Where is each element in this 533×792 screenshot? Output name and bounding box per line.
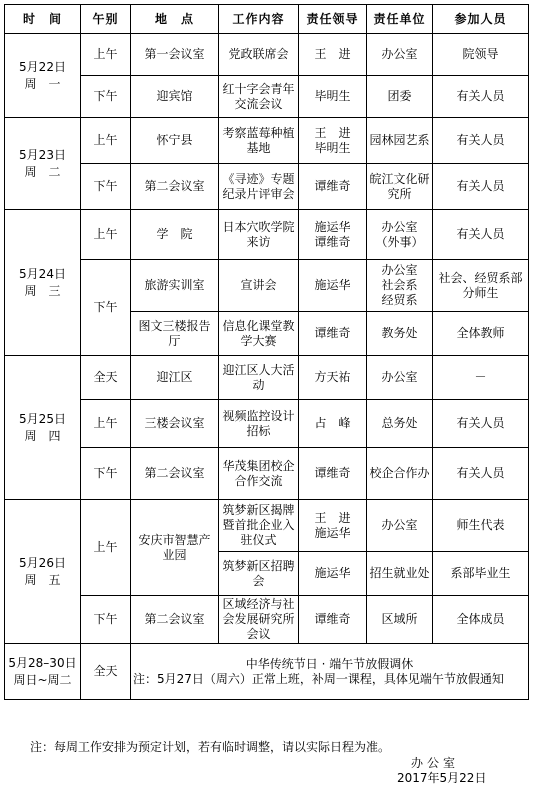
table-row bbox=[5, 596, 529, 644]
content-cell: 筑梦新区揭牌暨首批企业入驻仪式 bbox=[219, 500, 299, 552]
leader-cell: 谭维奇 bbox=[299, 312, 367, 356]
table-row bbox=[5, 164, 529, 210]
leader-cell: 施运华 谭维奇 bbox=[299, 210, 367, 260]
weekday-text: 周 三 bbox=[24, 283, 61, 298]
leader-cell: 方天祐 bbox=[299, 356, 367, 400]
leader-cell: 谭维奇 bbox=[299, 448, 367, 500]
content-cell: 筑梦新区招聘会 bbox=[219, 552, 299, 596]
issue-date: 2017年5月22日 bbox=[397, 771, 487, 785]
table-row bbox=[5, 400, 529, 448]
leader-cell: 占 峰 bbox=[299, 400, 367, 448]
header-row bbox=[5, 5, 529, 34]
table-row bbox=[5, 76, 529, 118]
period-cell: 下午 bbox=[81, 596, 131, 644]
leader-cell: 施运华 bbox=[299, 260, 367, 312]
date-text: 5月24日 bbox=[19, 266, 66, 281]
weekday-text: 周 二 bbox=[24, 164, 61, 179]
issuing-office: 办公室 bbox=[411, 756, 460, 770]
header-unit: 责任单位 bbox=[367, 5, 433, 34]
place-cell: 第二会议室 bbox=[131, 164, 219, 210]
period-cell: 下午 bbox=[81, 260, 131, 356]
period-cell: 上午 bbox=[81, 400, 131, 448]
schedule-table bbox=[4, 4, 529, 700]
leader-cell: 王 进 毕明生 bbox=[299, 118, 367, 164]
date-cell bbox=[5, 34, 81, 118]
content-cell: 《寻迹》专题纪录片评审会 bbox=[219, 164, 299, 210]
table-row bbox=[5, 448, 529, 500]
unit-cell: 团委 bbox=[367, 76, 433, 118]
unit-cell: 办公室 bbox=[367, 500, 433, 552]
place-cell: 三楼会议室 bbox=[131, 400, 219, 448]
place-cell: 安庆市智慧产业园 bbox=[131, 500, 219, 596]
date-cell bbox=[5, 118, 81, 210]
table-row bbox=[5, 500, 529, 552]
leader-cell: 施运华 bbox=[299, 552, 367, 596]
unit-cell: 办公室 社会系 经贸系 bbox=[367, 260, 433, 312]
attendees-cell: 有关人员 bbox=[433, 118, 529, 164]
content-cell: 宣讲会 bbox=[219, 260, 299, 312]
table-row bbox=[5, 356, 529, 400]
content-cell: 区域经济与社会发展研究所会议 bbox=[219, 596, 299, 644]
date-cell bbox=[5, 210, 81, 356]
leader-cell: 毕明生 bbox=[299, 76, 367, 118]
attendees-cell: 师生代表 bbox=[433, 500, 529, 552]
unit-cell: 办公室 （外事） bbox=[367, 210, 433, 260]
date-text: 5月28–30日 bbox=[8, 655, 77, 670]
attendees-cell: 院领导 bbox=[433, 34, 529, 76]
unit-cell: 皖江文化研究所 bbox=[367, 164, 433, 210]
place-cell: 学 院 bbox=[131, 210, 219, 260]
weekday-text: 周 一 bbox=[24, 76, 61, 91]
attendees-cell: 全体成员 bbox=[433, 596, 529, 644]
content-cell: 华茂集团校企合作交流 bbox=[219, 448, 299, 500]
unit-cell: 教务处 bbox=[367, 312, 433, 356]
header-attendees: 参加人员 bbox=[433, 5, 529, 34]
unit-cell: 总务处 bbox=[367, 400, 433, 448]
leader-cell: 谭维奇 bbox=[299, 164, 367, 210]
content-cell: 日本穴吹学院来访 bbox=[219, 210, 299, 260]
place-cell: 怀宁县 bbox=[131, 118, 219, 164]
period-cell: 上午 bbox=[81, 118, 131, 164]
leader-cell: 王 进 bbox=[299, 34, 367, 76]
holiday-note-cell bbox=[131, 644, 529, 700]
date-text: 5月22日 bbox=[19, 59, 66, 74]
holiday-row bbox=[5, 644, 529, 700]
date-text: 5月23日 bbox=[19, 147, 66, 162]
place-cell: 图文三楼报告厅 bbox=[131, 312, 219, 356]
date-text: 5月26日 bbox=[19, 555, 66, 570]
period-cell: 全天 bbox=[81, 356, 131, 400]
period-cell: 上午 bbox=[81, 500, 131, 596]
place-cell: 第二会议室 bbox=[131, 596, 219, 644]
date-cell bbox=[5, 356, 81, 500]
period-cell: 下午 bbox=[81, 164, 131, 210]
date-cell bbox=[5, 644, 81, 700]
content-cell: 视频监控设计招标 bbox=[219, 400, 299, 448]
attendees-cell: 有关人员 bbox=[433, 400, 529, 448]
date-cell bbox=[5, 500, 81, 644]
table-row bbox=[5, 118, 529, 164]
place-cell: 第一会议室 bbox=[131, 34, 219, 76]
footer-note: 注：每周工作安排为预定计划，若有临时调整，请以实际日程为准。 bbox=[30, 740, 391, 754]
table-row bbox=[5, 210, 529, 260]
holiday-notice: 注：5月27日（周六）正常上班，补周一课程，具体见端午节放假通知 bbox=[133, 671, 504, 686]
period-cell: 上午 bbox=[81, 34, 131, 76]
content-cell: 红十字会青年交流会议 bbox=[219, 76, 299, 118]
place-cell: 旅游实训室 bbox=[131, 260, 219, 312]
attendees-cell: 全体教师 bbox=[433, 312, 529, 356]
header-content: 工作内容 bbox=[219, 5, 299, 34]
unit-cell: 校企合作办 bbox=[367, 448, 433, 500]
leader-cell: 王 进 施运华 bbox=[299, 500, 367, 552]
period-cell: 全天 bbox=[81, 644, 131, 700]
period-cell: 下午 bbox=[81, 76, 131, 118]
header-period: 午别 bbox=[81, 5, 131, 34]
attendees-cell: 有关人员 bbox=[433, 210, 529, 260]
unit-cell: 园林园艺系 bbox=[367, 118, 433, 164]
attendees-cell: 有关人员 bbox=[433, 76, 529, 118]
place-cell: 第二会议室 bbox=[131, 448, 219, 500]
attendees-cell: 有关人员 bbox=[433, 164, 529, 210]
attendees-cell: － bbox=[433, 356, 529, 400]
table-row bbox=[5, 260, 529, 312]
place-cell: 迎江区 bbox=[131, 356, 219, 400]
unit-cell: 招生就业处 bbox=[367, 552, 433, 596]
period-cell: 上午 bbox=[81, 210, 131, 260]
date-text: 5月25日 bbox=[19, 411, 66, 426]
content-cell: 迎江区人大活动 bbox=[219, 356, 299, 400]
attendees-cell: 有关人员 bbox=[433, 448, 529, 500]
table-row bbox=[5, 34, 529, 76]
unit-cell: 办公室 bbox=[367, 356, 433, 400]
leader-cell: 谭维奇 bbox=[299, 596, 367, 644]
content-cell: 信息化课堂教学大赛 bbox=[219, 312, 299, 356]
holiday-title: 中华传统节日 · 端午节放假调休 bbox=[245, 656, 414, 671]
content-cell: 考察蓝莓种植基地 bbox=[219, 118, 299, 164]
place-cell: 迎宾馆 bbox=[131, 76, 219, 118]
content-cell: 党政联席会 bbox=[219, 34, 299, 76]
period-cell: 下午 bbox=[81, 448, 131, 500]
weekday-text: 周 四 bbox=[24, 428, 61, 443]
attendees-cell: 社会、经贸系部分师生 bbox=[433, 260, 529, 312]
header-place: 地 点 bbox=[131, 5, 219, 34]
unit-cell: 区域所 bbox=[367, 596, 433, 644]
weekday-text: 周 五 bbox=[24, 572, 61, 587]
header-time: 时 间 bbox=[5, 5, 81, 34]
attendees-cell: 系部毕业生 bbox=[433, 552, 529, 596]
header-leader: 责任领导 bbox=[299, 5, 367, 34]
weekday-text: 周日~周二 bbox=[13, 672, 72, 687]
unit-cell: 办公室 bbox=[367, 34, 433, 76]
